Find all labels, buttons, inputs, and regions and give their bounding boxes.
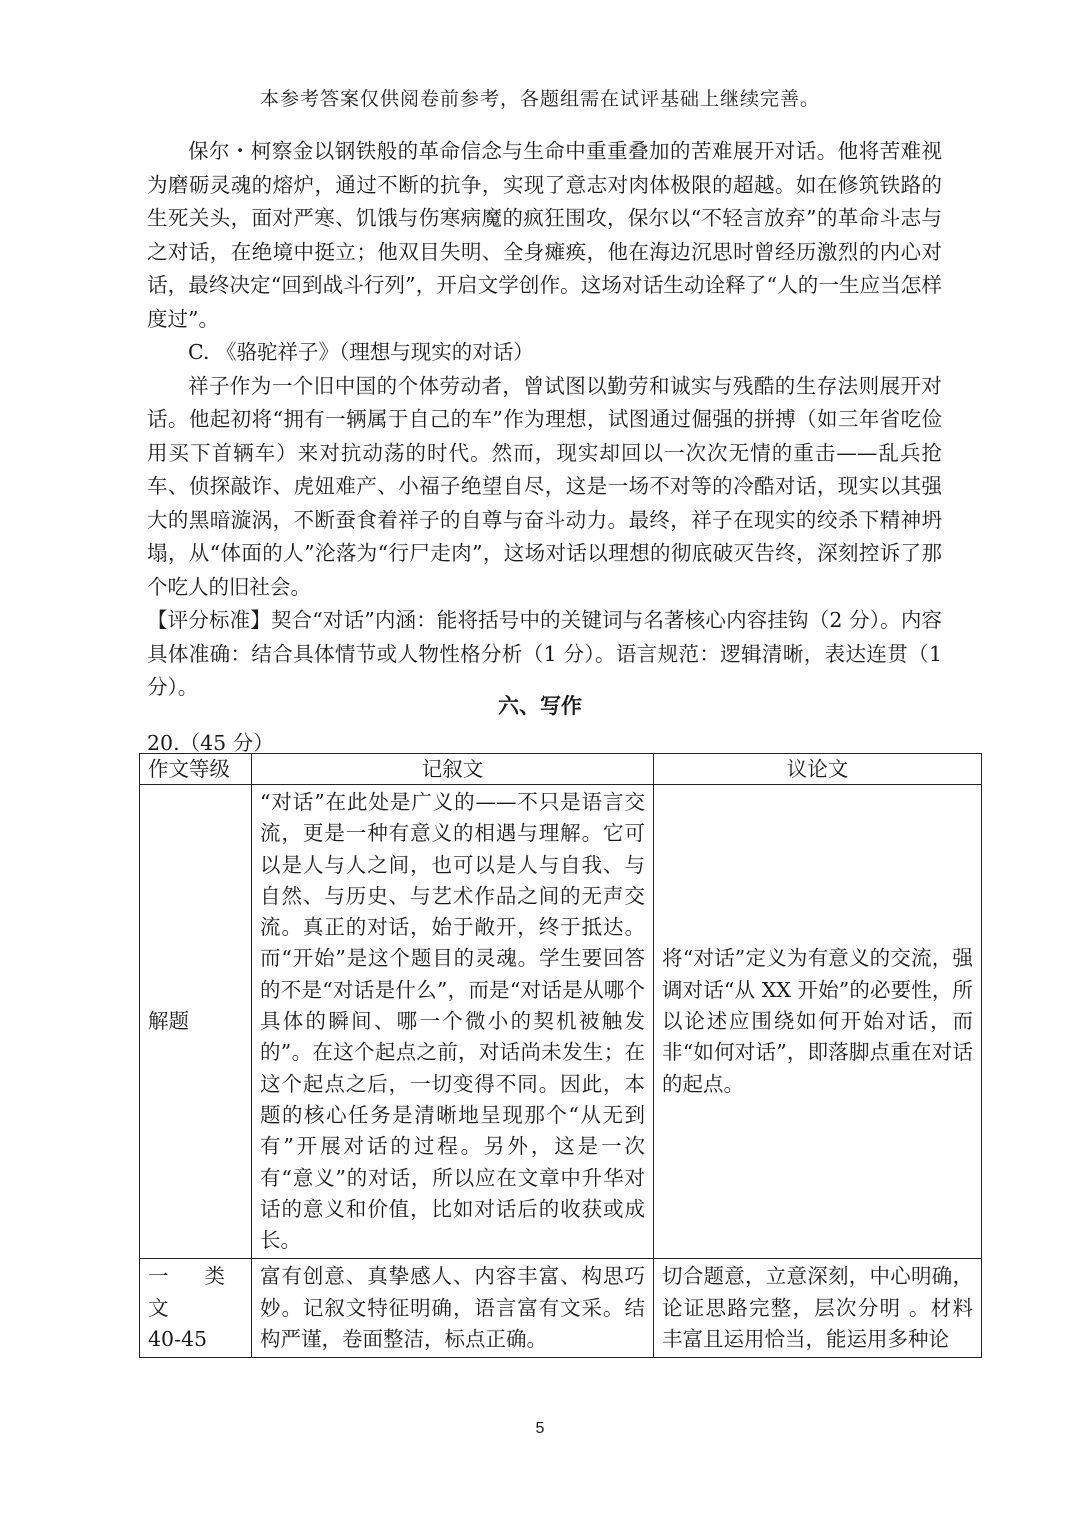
header-argumentative: 议论文 — [654, 754, 982, 785]
question-number: 20.（45 分） — [147, 731, 274, 755]
paragraph-pavel: 保尔・柯察金以钢铁般的革命信念与生命中重重叠加的苦难展开对话。他将苦难视为磨砺灵魂的熔炉，通过不断的抗争，实现了意志对肉体极限的超越。如在修筑铁路的生死关头，面对严寒、饥饿与伤寒病魔的疯狂围攻，保尔以“不轻言放弃”的革命斗志与之对话，在绝境中挺立；他双目失明、全身瘫痪，他在海边沉思时曾经历激烈的内心对话，最终决定“回到战斗行列”，开启文学创作。这场对话生动诠释了“人的一生应当怎样度过”。 — [147, 139, 942, 331]
heading-camel-xiangzi: C. 《骆驼祥子》（理想与现实的对话） — [188, 340, 534, 364]
table-header-row — [140, 754, 982, 785]
row-label-grade-one — [140, 1259, 252, 1358]
header-narrative: 记叙文 — [252, 754, 654, 785]
row-label-interpretation: 解题 — [140, 785, 252, 1259]
table-row — [140, 785, 982, 1259]
answer-block-c — [147, 336, 942, 705]
page-header: 本参考答案仅供阅卷前参考，各题组需在试评基础上继续完善。 — [259, 88, 820, 110]
section-title-writing: 六、写作 — [498, 694, 582, 718]
cell-argumentative-grade-one: 切合题意，立意深刻，中心明确，论证思路完整，层次分明 。材料丰富且运用恰当，能运用多种论 — [654, 1259, 982, 1358]
paragraph-xiangzi: 祥子作为一个旧中国的个体劳动者，曾试图以勤劳和诚实与残酷的生存法则展开对话。他起初将“拥有一辆属于自己的车”作为理想，试图通过倔强的拼搏（如三年省吃俭用买下首辆车）来对抗动荡的时代。然而，现实却回以一次次无情的重击——乱兵抢车、侦探敲诈、虎妞难产、小福子绝望自尽，这是一场不对等的冷酷对话，现实以其强大的黑暗漩涡，不断蚕食着祥子的自尊与奋斗动力。最终，祥子在现实的绞杀下精神坍塌，从“体面的人”沦落为“行尸走肉”，这场对话以理想的彻底破灭告终，深刻控诉了那个吃人的旧社会。 — [147, 373, 942, 599]
page-number: 5 — [535, 1420, 545, 1437]
cell-narrative-interpretation: “对话”在此处是广义的——不只是语言交流，更是一种有意义的相遇与理解。它可以是人与人之间，也可以是人与自我、与自然、与历史、与艺术作品之间的无声交流。真正的对话，始于敞开，终于抵达。而“开始”是这个题目的灵魂。学生要回答的不是“对话是什么”，而是“对话是从哪个具体的瞬间、哪一个微小的契机被触发的”。在这个起点之前，对话尚未发生；在这个起点之后，一切变得不同。因此，本题的核心任务是清晰地呈现那个“从无到有”开展对话的过程。另外，这是一次有“意义”的对话，所以应在文章中升华对话的意义和价值，比如对话后的收获或成长。 — [252, 785, 654, 1259]
scoring-criteria: 【评分标准】契合“对话”内涵：能将括号中的关键词与名著核心内容挂钩（2 分）。内容具体准确：结合具体情节或人物性格分析（1 分）。语言规范：逻辑清晰，表达连贯（1 分）。 — [147, 608, 942, 699]
cell-argumentative-interpretation: 将“对话”定义为有意义的交流，强调对话“从 XX 开始”的必要性，所以论述应围绕如何开始对话，而非“如何对话”，即落脚点重在对话的起点。 — [654, 785, 982, 1259]
table-row — [140, 1259, 982, 1358]
cell-narrative-grade-one: 富有创意、真挚感人、内容丰富、构思巧妙。记叙文特征明确，语言富有文采。结构严谨，卷面整洁，标点正确。 — [252, 1259, 654, 1358]
grade-one-title: 一类文 — [148, 1264, 243, 1320]
header-grade: 作文等级 — [140, 754, 252, 785]
answer-block-b — [147, 135, 942, 336]
grade-one-range: 40-45 — [148, 1327, 208, 1352]
grading-table — [139, 753, 982, 1358]
